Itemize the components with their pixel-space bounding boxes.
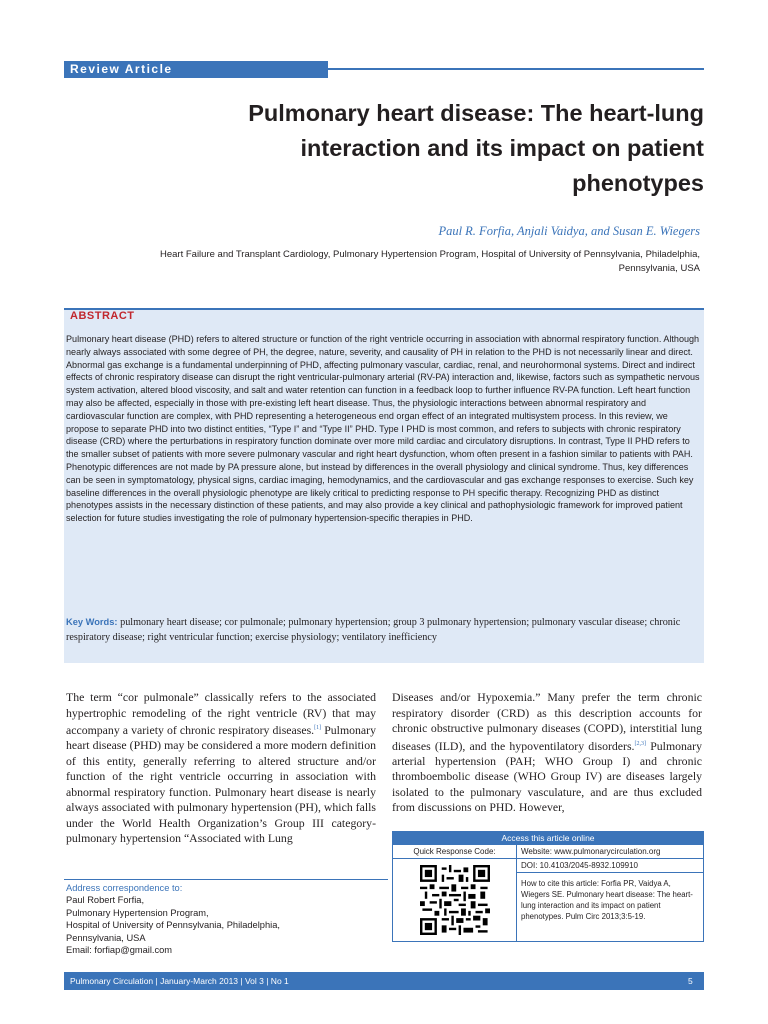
address-title: Address correspondence to:: [66, 883, 183, 893]
citation-text: How to cite this article: Forfia PR, Vaidya A, Wiegers SE. Pulmonary heart disease: The heart-lung interaction and its impact on patient phenotypes. Pulm Circ 2013;3:5-19.: [517, 872, 703, 927]
body-column-left: [66, 690, 376, 847]
authors: Paul R. Forfia, Anjali Vaidya, and Susan E. Wiegers: [438, 224, 700, 238]
qr-code-icon[interactable]: [420, 865, 490, 935]
section-tag: Review Article: [64, 61, 328, 78]
access-box: [392, 831, 704, 942]
affiliation-line: Pennsylvania, USA: [618, 263, 700, 274]
address-rule: [64, 879, 388, 880]
title-line: Pulmonary heart disease: The heart-lung: [248, 100, 704, 126]
reference-link[interactable]: [1]: [314, 725, 322, 731]
body-text: The term “cor pulmonale” classically refers to the associated hypertrophic remodeling of the right ventricle (RV) that may accompany a variety of chronic respiratory diseases.: [66, 690, 376, 737]
affiliation-line: Heart Failure and Transplant Cardiology, Pulmonary Hypertension Program, Hospital of University of Pennsylvania, Philadelphia,: [159, 249, 700, 260]
title-line: interaction and its impact on patient: [300, 135, 704, 161]
access-header: Access this article online: [393, 832, 703, 844]
title-line: phenotypes: [572, 170, 704, 196]
address-line: Pulmonary Hypertension Program,: [66, 907, 209, 918]
body-text: Pulmonary heart disease (PHD) may be considered a more modern definition of this entity, generally referring to altered structure and/or function of the right ventricle occurring in association with abnormal respiratory function. Pulmonary heart disease is nearly always associated with pulmonary hypertension (PH), which falls under the World Health Organization’s Group III category-pulmonary hypertension “Associated with Lung: [66, 722, 376, 846]
address-line: Paul Robert Forfia,: [66, 895, 145, 906]
address-line: Pennsylvania, USA: [66, 932, 146, 943]
abstract-rule: [64, 308, 704, 324]
keywords: [66, 615, 700, 645]
website-link[interactable]: Website: www.pulmonarycirculation.org: [517, 844, 703, 858]
doi-link[interactable]: DOI: 10.4103/2045-8932.109910: [517, 858, 703, 872]
keywords-label: Key Words:: [66, 617, 118, 627]
body-text: Pulmonary arterial hypertension (PAH; WHO Group I) and chronic thromboembolic disease (WHO Group IV) are diseases largely isolated to the pulmonary vasculature, and are thus excluded from discussions on PHD. However,: [392, 738, 702, 815]
body-text: Diseases and/or Hypoxemia.” Many prefer the term chronic respiratory disorder (CRD) as this description accounts for chronic obstructive pulmonary diseases (COPD), interstitial lung diseases (ILD), and the hypoventilatory disorders.: [392, 690, 702, 753]
address-line: Hospital of University of Pennsylvania, Philadelphia,: [66, 920, 280, 931]
page-number: 5: [688, 976, 693, 986]
body-column-right: [392, 690, 702, 816]
footer-journal: Pulmonary Circulation | January-March 2013 | Vol 3 | No 1: [70, 976, 289, 986]
access-details: [517, 858, 703, 941]
address-block: [66, 882, 386, 956]
article-title: [104, 96, 704, 201]
qr-cell: [393, 858, 517, 941]
reference-link[interactable]: [2,3]: [634, 740, 647, 747]
affiliation: [60, 248, 700, 276]
keywords-text: pulmonary heart disease; cor pulmonale; pulmonary hypertension; group 3 pulmonary hypertension; pulmonary vascular disease; chronic respiratory disease; right ventricular function; exercise physiology; ventilatory inefficiency: [66, 617, 681, 643]
abstract-text: Pulmonary heart disease (PHD) refers to altered structure or function of the right ventricle occurring in association with abnormal respiratory function. Although nearly always associated with some degree of PH, the degree, nature, severity, and causality of PH in relation to the PHD is not necessarily linear and direct. Abnormal gas exchange is a fundamental underpinning of PHD, affecting pulmonary vascular, cardiac, renal, and neurohormonal systems. Direct and indirect effects of chronic respiratory disease can disrupt the right ventricular-pulmonary arterial (RV-PA) interaction and, likewise, factors such as sympathetic nervous system activation, altered blood viscosity, and salt and water retention can function in a feedback loop to further influence RV-PA function. Left heart function may also be affected, especially in those with pre-existing left heart disease. Thus, the physiologic interactions between abnormal respiratory and cardiovascular function are complex, with PHD representing a heterogeneous end organ effect of an integrated multisystem process. In this review, we propose to separate PHD into two distinct entities, “Type I” and “Type II” PHD. Type I PHD is most common, and refers to subjects with chronic respiratory disease (CRD) where the perturbations in respiratory function dominate over more mild cardiac and circulatory disruptions. In contrast, Type II PHD refers to the smaller subset of patients with more severe pulmonary vascular and right heart dysfunction, whom often present in a fashion similar to patients with PAH. Phenotypic differences are not made by PA pressure alone, but instead by differences in the overall physiology and clinical syndrome. Thus, key differences can be seen in symptomatology, physical signs, cardiac imaging, hemodynamics, and the cardiovascular and gas exchange responses to exercise. Such key baseline differences in the overall physiologic phenotype are likely critical to predicting response to PH specific therapy. Recognizing PHD as distinct phenotypes assists in the necessary distinction of these patients, and may also provide a key clinical and pathophysiologic framework for improved patient selection for future studies investigating the role of pulmonary hypertension-specific therapies in PHD.: [66, 334, 700, 524]
address-email[interactable]: Email: forfiap@gmail.com: [66, 945, 173, 956]
qr-label: Quick Response Code:: [393, 844, 517, 858]
abstract-label: ABSTRACT: [70, 310, 135, 322]
